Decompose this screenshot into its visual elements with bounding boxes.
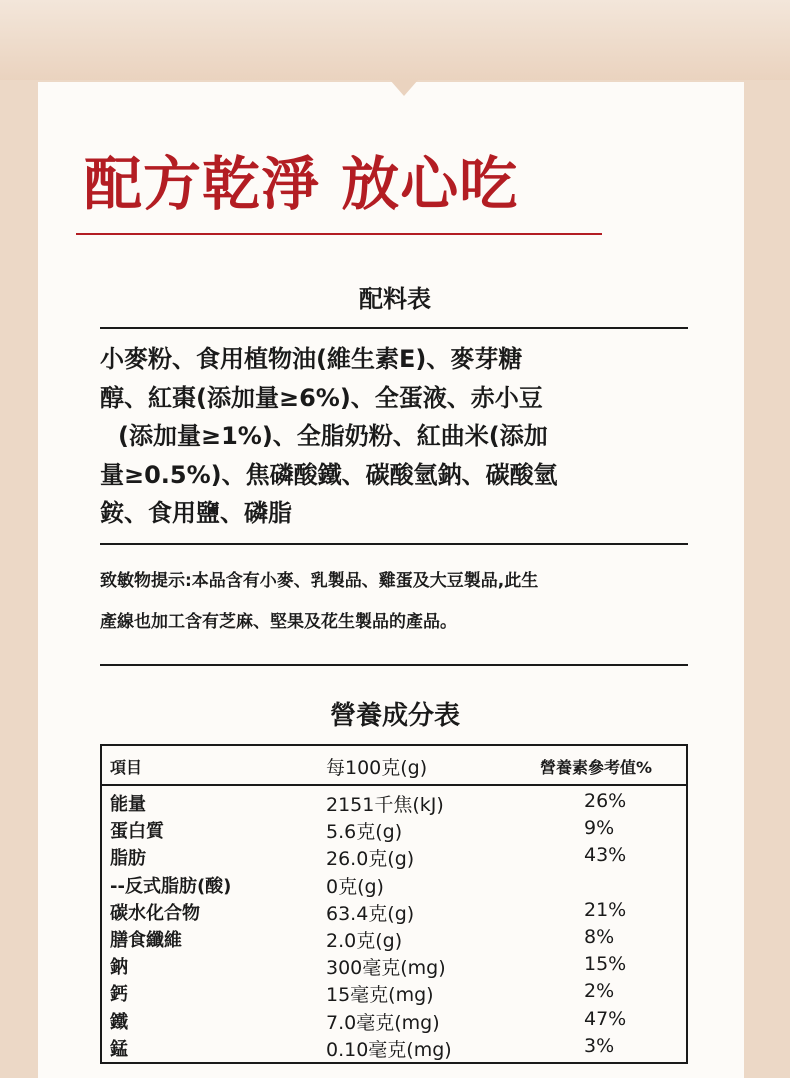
top-background <box>0 0 790 80</box>
headline-underline <box>76 233 602 235</box>
ingredients-line: 小麥粉、食用植物油(維生素E)、麥芽糖 <box>100 345 523 373</box>
header-amount: 每100克(g) <box>326 757 428 779</box>
nutrient-rdi: 26% <box>584 790 627 812</box>
table-row <box>102 817 686 844</box>
allergen-line: 產線也加工含有芝麻、堅果及花生製品的產品。 <box>100 612 457 632</box>
nutrient-name: 鐵 <box>110 1011 128 1033</box>
header-rdi: 營養素參考值% <box>540 758 653 777</box>
table-row <box>102 872 686 899</box>
allergen-notice <box>100 561 690 643</box>
headline: 配方乾淨 放心吃 <box>84 150 519 218</box>
header-item: 項目 <box>110 758 143 777</box>
nutrient-amount: 7.0毫克(mg) <box>326 1011 440 1034</box>
nutrient-name: 蛋白質 <box>110 821 164 843</box>
table-row <box>102 1035 686 1062</box>
card-notch <box>390 80 418 96</box>
ingredients-line: 量≥0.5%)、焦磷酸鐵、碳酸氫鈉、碳酸氫 <box>100 460 558 489</box>
nutrient-rdi: 21% <box>584 898 627 921</box>
nutrition-table-header <box>102 746 686 786</box>
table-row <box>102 926 686 953</box>
table-row <box>102 899 686 926</box>
nutrient-name: 脂肪 <box>110 848 146 870</box>
nutrition-table <box>100 744 688 1064</box>
nutrient-name: 鈉 <box>110 957 128 979</box>
nutrient-rdi: 15% <box>584 953 627 976</box>
ingredients-line: 醇、紅棗(添加量≥6%)、全蛋液、赤小豆 <box>100 383 543 412</box>
nutrient-rdi: 43% <box>584 844 627 867</box>
nutrient-rdi: 9% <box>584 817 615 840</box>
table-row <box>102 1008 686 1035</box>
divider-allergen-bottom <box>100 664 688 666</box>
nutrient-amount: 5.6克(g) <box>326 821 403 844</box>
table-row <box>102 790 686 817</box>
nutrient-amount: 300毫克(mg) <box>326 957 446 980</box>
divider-allergen-top <box>100 543 688 545</box>
nutrition-rows <box>102 790 686 1062</box>
nutrient-name: 膳食纖維 <box>110 929 182 951</box>
nutrient-name: --反式脂肪(酸) <box>110 875 232 897</box>
ingredients-line: (添加量≥1%)、全脂奶粉、紅曲米(添加 <box>118 422 548 450</box>
nutrient-amount: 2151千焦(kJ) <box>326 794 444 816</box>
nutrition-title: 營養成分表 <box>329 701 460 731</box>
nutrient-name: 碳水化合物 <box>110 902 200 924</box>
ingredients-line: 銨、食用鹽、磷脂 <box>100 499 292 527</box>
divider-ingredients-top <box>100 327 688 329</box>
nutrient-rdi: 47% <box>584 1007 627 1030</box>
nutrient-rdi: 3% <box>584 1034 615 1057</box>
nutrient-rdi: 8% <box>584 925 615 948</box>
nutrient-rdi: 2% <box>584 980 615 1003</box>
nutrient-name: 鈣 <box>110 984 128 1006</box>
nutrient-amount: 63.4克(g) <box>326 902 415 925</box>
table-row <box>102 980 686 1007</box>
nutrient-amount: 0克(g) <box>326 875 384 898</box>
ingredients-list <box>100 340 660 533</box>
nutrient-name: 錳 <box>110 1038 128 1060</box>
nutrient-amount: 26.0克(g) <box>326 848 415 871</box>
nutrient-amount: 2.0克(g) <box>326 929 403 952</box>
ingredients-title: 配料表 <box>359 285 431 313</box>
nutrient-name: 能量 <box>110 794 146 815</box>
table-row <box>102 844 686 871</box>
table-row <box>102 953 686 980</box>
nutrient-amount: 15毫克(mg) <box>326 984 434 1007</box>
nutrient-amount: 0.10毫克(mg) <box>326 1038 452 1061</box>
allergen-line: 致敏物提示:本品含有小麥、乳製品、雞蛋及大豆製品,此生 <box>100 571 539 591</box>
